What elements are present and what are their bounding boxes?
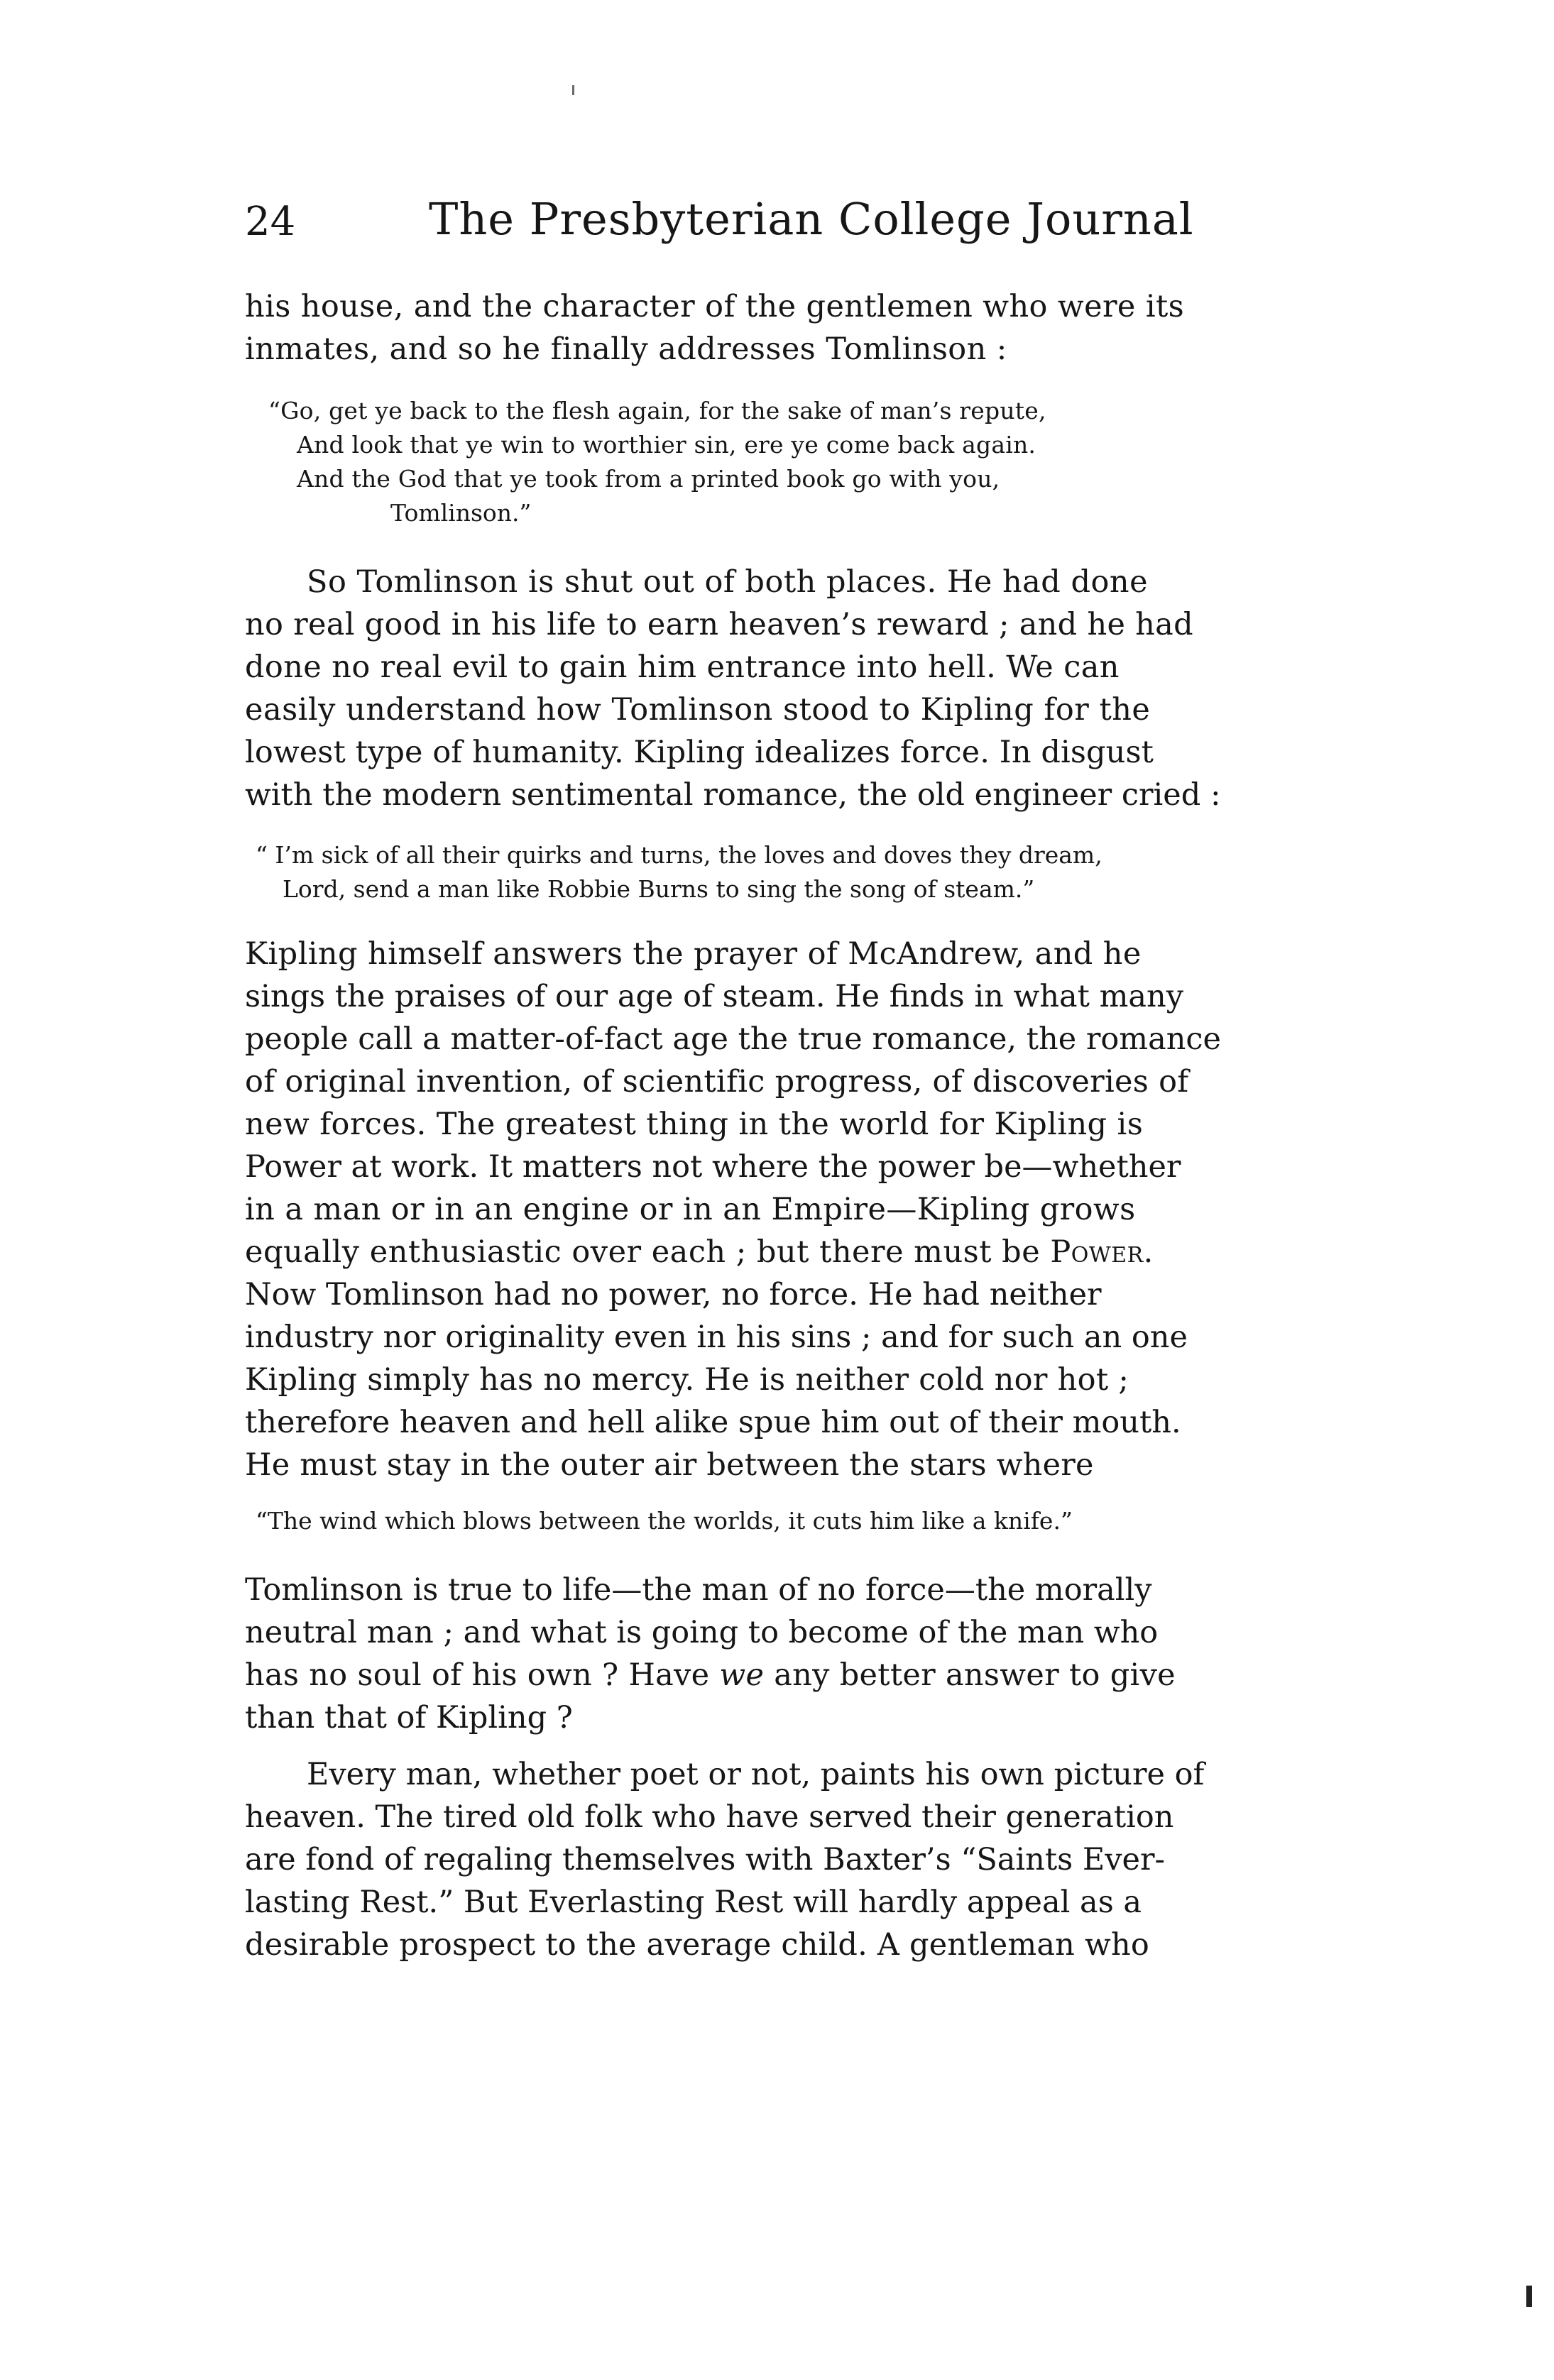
text-line: Kipling simply has no mercy. He is neither cold nor hot ; bbox=[245, 1362, 1129, 1398]
text-line: heaven. The tired old folk who have served their generation bbox=[245, 1799, 1174, 1835]
text-line: lowest type of humanity. Kipling idealizes force. In disgust bbox=[245, 735, 1154, 770]
text-line: So Tomlinson is shut out of both places. He had done bbox=[307, 564, 1149, 600]
quote-line: “ I’m sick of all their quirks and turns, the loves and doves they dream, bbox=[256, 841, 1102, 869]
text-fragment: any better answer to give bbox=[774, 1657, 1176, 1693]
text-fragment: has no soul of his own ? Have bbox=[245, 1657, 710, 1693]
text-line: are fond of regaling themselves with Baxter’s “Saints Ever- bbox=[245, 1842, 1166, 1877]
page-number: 24 bbox=[245, 199, 296, 245]
text-line: done no real evil to gain him entrance into hell. We can bbox=[245, 649, 1120, 685]
text-line: He must stay in the outer air between the stars where bbox=[245, 1447, 1094, 1483]
text-line: inmates, and so he finally addresses Tomlinson : bbox=[245, 331, 1007, 367]
quote-line: And look that ye win to worthier sin, ere ye come back again. bbox=[297, 431, 1036, 459]
text-line: easily understand how Tomlinson stood to Kipling for the bbox=[245, 692, 1151, 728]
stray-mark bbox=[572, 85, 574, 95]
text-line: than that of Kipling ? bbox=[245, 1700, 573, 1735]
text-line: Now Tomlinson had no power, no force. He had neither bbox=[245, 1277, 1102, 1312]
emphasis-power: Power. bbox=[1050, 1234, 1154, 1270]
scan-edge-mark bbox=[1526, 2286, 1532, 2307]
quote-line: And the God that ye took from a printed book go with you, bbox=[297, 465, 1000, 493]
text-line: of original invention, of scientific progress, of discoveries of bbox=[245, 1064, 1189, 1099]
text-line: neutral man ; and what is going to become of the man who bbox=[245, 1615, 1159, 1650]
text-line: desirable prospect to the average child. A gentleman who bbox=[245, 1927, 1149, 1963]
text-line-with-italic bbox=[245, 1654, 1176, 1696]
text-line: no real good in his life to earn heaven’s reward ; and he had bbox=[245, 607, 1193, 642]
running-title: The Presbyterian College Journal bbox=[429, 193, 1194, 245]
page-header bbox=[245, 193, 1324, 257]
text-line: new forces. The greatest thing in the world for Kipling is bbox=[245, 1107, 1144, 1142]
text-line: lasting Rest.” But Everlasting Rest will hardly appeal as a bbox=[245, 1885, 1142, 1920]
text-line: his house, and the character of the gentlemen who were its bbox=[245, 289, 1185, 324]
text-line: therefore heaven and hell alike spue him out of their mouth. bbox=[245, 1405, 1181, 1440]
text-fragment: equally enthusiastic over each ; but there must be bbox=[245, 1234, 1041, 1270]
text-line: with the modern sentimental romance, the old engineer cried : bbox=[245, 777, 1221, 813]
quote-line: Lord, send a man like Robbie Burns to sing the song of steam.” bbox=[283, 875, 1035, 903]
quote-line: Tomlinson.” bbox=[390, 499, 532, 527]
text-line: in a man or in an engine or in an Empire—Kipling grows bbox=[245, 1192, 1136, 1227]
text-line: Kipling himself answers the prayer of McAndrew, and he bbox=[245, 936, 1142, 972]
text-line: sings the praises of our age of steam. He finds in what many bbox=[245, 979, 1183, 1014]
quote-line: “The wind which blows between the worlds, it cuts him like a knife.” bbox=[256, 1507, 1073, 1535]
text-line-with-smallcaps bbox=[245, 1231, 1154, 1273]
quote-line: “Go, get ye back to the flesh again, for the sake of man’s repute, bbox=[268, 397, 1046, 424]
text-line: people call a matter-of-fact age the true romance, the romance bbox=[245, 1021, 1221, 1057]
emphasis-we: we bbox=[719, 1657, 765, 1693]
text-line: Power at work. It matters not where the power be—whether bbox=[245, 1149, 1181, 1185]
text-line: Every man, whether poet or not, paints his own picture of bbox=[307, 1757, 1205, 1792]
text-line: Tomlinson is true to life—the man of no force—the morally bbox=[245, 1572, 1152, 1608]
text-line: industry nor originality even in his sins ; and for such an one bbox=[245, 1320, 1188, 1355]
